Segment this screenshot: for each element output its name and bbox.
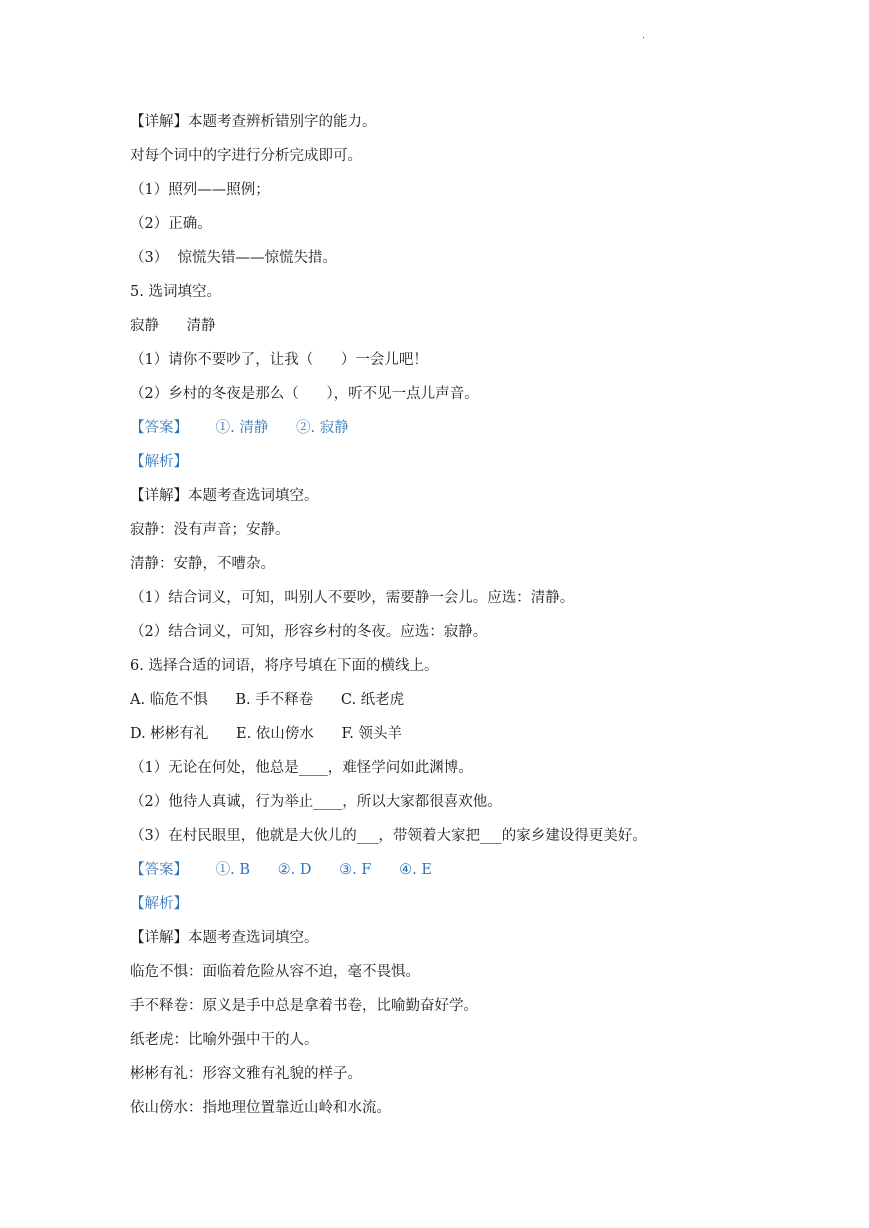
text-line: （1）结合词义，可知，叫别人不要吵，需要静一会儿。应选：清静。 [130, 590, 575, 606]
text-line: （3）在村民眼里，他就是大伙儿的___，带领着大家把___的家乡建设得更美好。 [130, 828, 647, 844]
text-line: （1）无论在何处，他总是____，难怪学问如此渊博。 [130, 760, 473, 776]
text-line: 依山傍水：指地理位置靠近山岭和水流。 [130, 1100, 391, 1116]
text-line: 临危不惧：面临着危险从容不迫，毫不畏惧。 [130, 964, 420, 980]
text-line: 【详解】本题考查辨析错别字的能力。 [130, 114, 377, 130]
text-line: 对每个词中的字进行分析完成即可。 [130, 148, 362, 164]
option-row: D. 彬彬有礼 E. 依山傍水 F. 领头羊 [130, 726, 402, 742]
text-line: （2）结合词义，可知，形容乡村的冬夜。应选：寂静。 [130, 624, 488, 640]
analysis-label: 【解析】 [130, 454, 188, 470]
text-line: 彬彬有礼：形容文雅有礼貌的样子。 [130, 1066, 362, 1082]
text-line: 手不释卷：原义是手中总是拿着书卷，比喻勤奋好学。 [130, 998, 478, 1014]
question-heading: 6. 选择合适的词语，将序号填在下面的横线上。 [130, 658, 439, 674]
text-line: 清静：安静，不嘈杂。 [130, 556, 275, 572]
document-body [130, 108, 770, 1128]
header-mark: . [642, 30, 646, 41]
text-line: 纸老虎：比喻外强中干的人。 [130, 1032, 319, 1048]
word-options: 寂静 清静 [130, 318, 216, 334]
text-line: 【详解】本题考查选词填空。 [130, 488, 319, 504]
text-line: （2）乡村的冬夜是那么（ ），听不见一点儿声音。 [130, 386, 479, 402]
text-line: （1）请你不要吵了，让我（ ）一会儿吧！ [130, 352, 428, 368]
text-line: （3） 惊慌失错——惊慌失措。 [130, 250, 337, 266]
option-row: A. 临危不惧 B. 手不释卷 C. 纸老虎 [130, 692, 405, 708]
analysis-label: 【解析】 [130, 896, 188, 912]
text-line: （1）照列——照例； [130, 182, 270, 198]
text-line: 【详解】本题考查选词填空。 [130, 930, 319, 946]
answer-line: 【答案】 ①. 清静 ②. 寂静 [130, 420, 349, 436]
text-line: （2）正确。 [130, 216, 212, 232]
text-line: （2）他待人真诚，行为举止____，所以大家都很喜欢他。 [130, 794, 502, 810]
question-heading: 5. 选词填空。 [130, 284, 221, 300]
answer-line: 【答案】 ①. B ②. D ③. F ④. E [130, 862, 432, 878]
text-line: 寂静：没有声音；安静。 [130, 522, 290, 538]
